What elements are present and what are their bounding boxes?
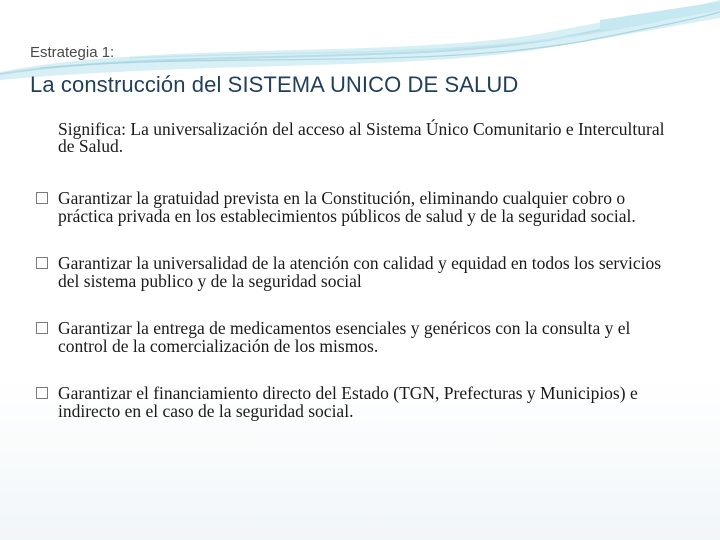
list-item [36, 384, 676, 420]
checkbox-bullet-icon [36, 387, 48, 399]
intro-paragraph: Significa: La universalización del acceso al Sistema Único Comunitario e Intercultural de Salud. [58, 119, 665, 156]
list-item [36, 319, 676, 355]
checkbox-bullet-icon [36, 257, 48, 269]
slide-title: La construcción del SISTEMA UNICO DE SALUD [30, 72, 519, 97]
slide-kicker: Estrategia 1: [30, 44, 115, 61]
bullet-text: Garantizar la gratuidad prevista en la Constitución, eliminando cualquier cobro o práctica privada en los establecimientos públicos de salud y de la seguridad social. [58, 188, 636, 226]
list-item [36, 254, 676, 290]
bullet-text: Garantizar el financiamiento directo del Estado (TGN, Prefecturas y Municipios) e indirecto en el caso de la seguridad social. [58, 383, 638, 421]
checkbox-bullet-icon [36, 322, 48, 334]
checkbox-bullet-icon [36, 192, 48, 204]
list-item [36, 189, 676, 225]
bullet-text: Garantizar la universalidad de la atención con calidad y equidad en todos los servicios del sistema publico y de la seguridad social [58, 253, 662, 291]
bullet-list [36, 189, 676, 420]
bullet-text: Garantizar la entrega de medicamentos esenciales y genéricos con la consulta y el control de la comercialización de los mismos. [58, 318, 631, 356]
